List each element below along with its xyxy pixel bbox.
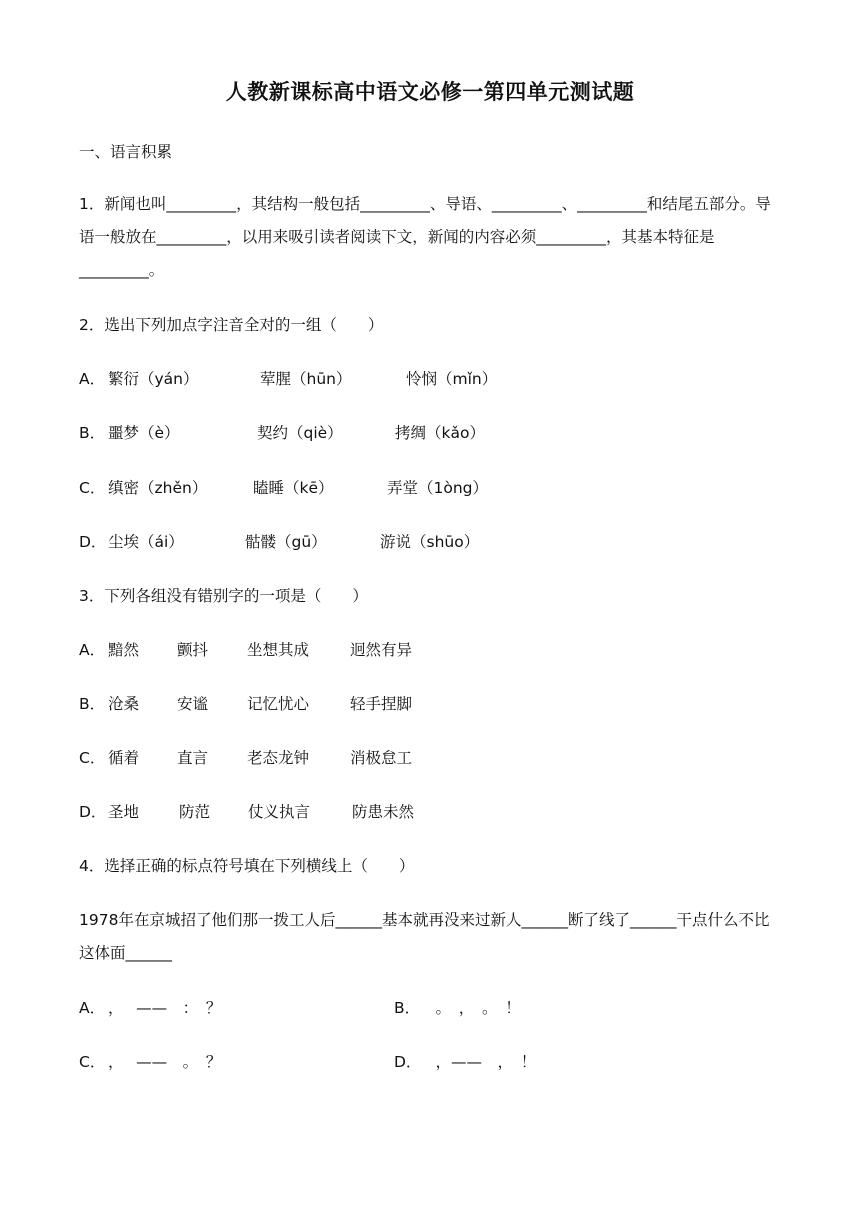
option-item: 怜悯（mǐn） [406, 370, 498, 388]
option-label: D． [394, 1053, 422, 1071]
option-item: 防范 [179, 803, 211, 821]
option-item: 消极怠工 [350, 749, 413, 767]
exam-title: 人教新课标高中语文必修一第四单元测试题 [225, 80, 635, 104]
option-item: 直言 [177, 749, 209, 767]
option-item: 弄堂（1òng） [387, 479, 489, 497]
option-item: 游说（shūo） [380, 533, 480, 551]
option-item: 噩梦（è） [108, 424, 180, 442]
option-text: ， —— 。 ？ [108, 1053, 222, 1071]
option-item: 循着 [108, 749, 140, 767]
option-item: 黯然 [108, 641, 140, 659]
option-label: A． [79, 641, 106, 659]
option-label: A． [79, 999, 106, 1017]
section-heading: 一、语言积累 [79, 143, 173, 161]
question-4-stem: 4．选择正确的标点符号填在下列横线上（ ） [79, 857, 415, 875]
option-label: D． [79, 533, 107, 551]
option-label: A． [79, 370, 106, 388]
question-3-stem: 3．下列各组没有错别字的一项是（ ） [79, 587, 368, 605]
option-item: 防患未然 [352, 803, 415, 821]
option-label: C． [79, 1053, 106, 1071]
option-item: 仗义执言 [248, 803, 311, 821]
option-label: B． [394, 999, 421, 1017]
option-label: C． [79, 749, 106, 767]
option-label: B． [79, 695, 106, 713]
option-item: 荤腥（hūn） [260, 370, 352, 388]
option-item: 颤抖 [177, 641, 209, 659]
option-item: 缜密（zhěn） [108, 479, 208, 497]
option-label: D． [79, 803, 107, 821]
option-item: 记忆忧心 [247, 695, 310, 713]
option-item: 瞌睡（kē） [253, 479, 334, 497]
question-2-stem: 2．选出下列加点字注音全对的一组（ ） [79, 316, 384, 334]
option-item: 圣地 [108, 803, 140, 821]
option-item: 沧桑 [108, 695, 140, 713]
option-item: 坐想其成 [247, 641, 310, 659]
option-item: 轻手捏脚 [350, 695, 413, 713]
option-item: 尘埃（ái） [108, 533, 184, 551]
option-item: 安谧 [177, 695, 209, 713]
option-item: 老态龙钟 [247, 749, 310, 767]
option-item: 繁衍（yán） [108, 370, 199, 388]
question-4-passage: 1978年在京城招了他们那一拨工人后______基本就再没来过新人______断了线了______干点什么不比这体面______ [79, 911, 770, 962]
option-item: 骷髅（gū） [245, 533, 327, 551]
option-item: 迥然有异 [350, 641, 413, 659]
question-1-text: 1．新闻也叫_________，其结构一般包括_________、导语、_________、_________和结尾五部分。导语一般放在_________，以用来吸引读者阅读下文，新闻的内容必须_________，其基本特征是_________。 [79, 195, 771, 279]
option-item: 拷绸（kǎo） [395, 424, 485, 442]
option-text: ， —— ： ？ [108, 999, 222, 1017]
option-item: 契约（qiè） [257, 424, 343, 442]
option-text: 。 ， 。 ！ [420, 999, 521, 1017]
option-label: B． [79, 424, 106, 442]
option-text: ，—— ， ！ [420, 1053, 537, 1071]
option-label: C． [79, 479, 106, 497]
